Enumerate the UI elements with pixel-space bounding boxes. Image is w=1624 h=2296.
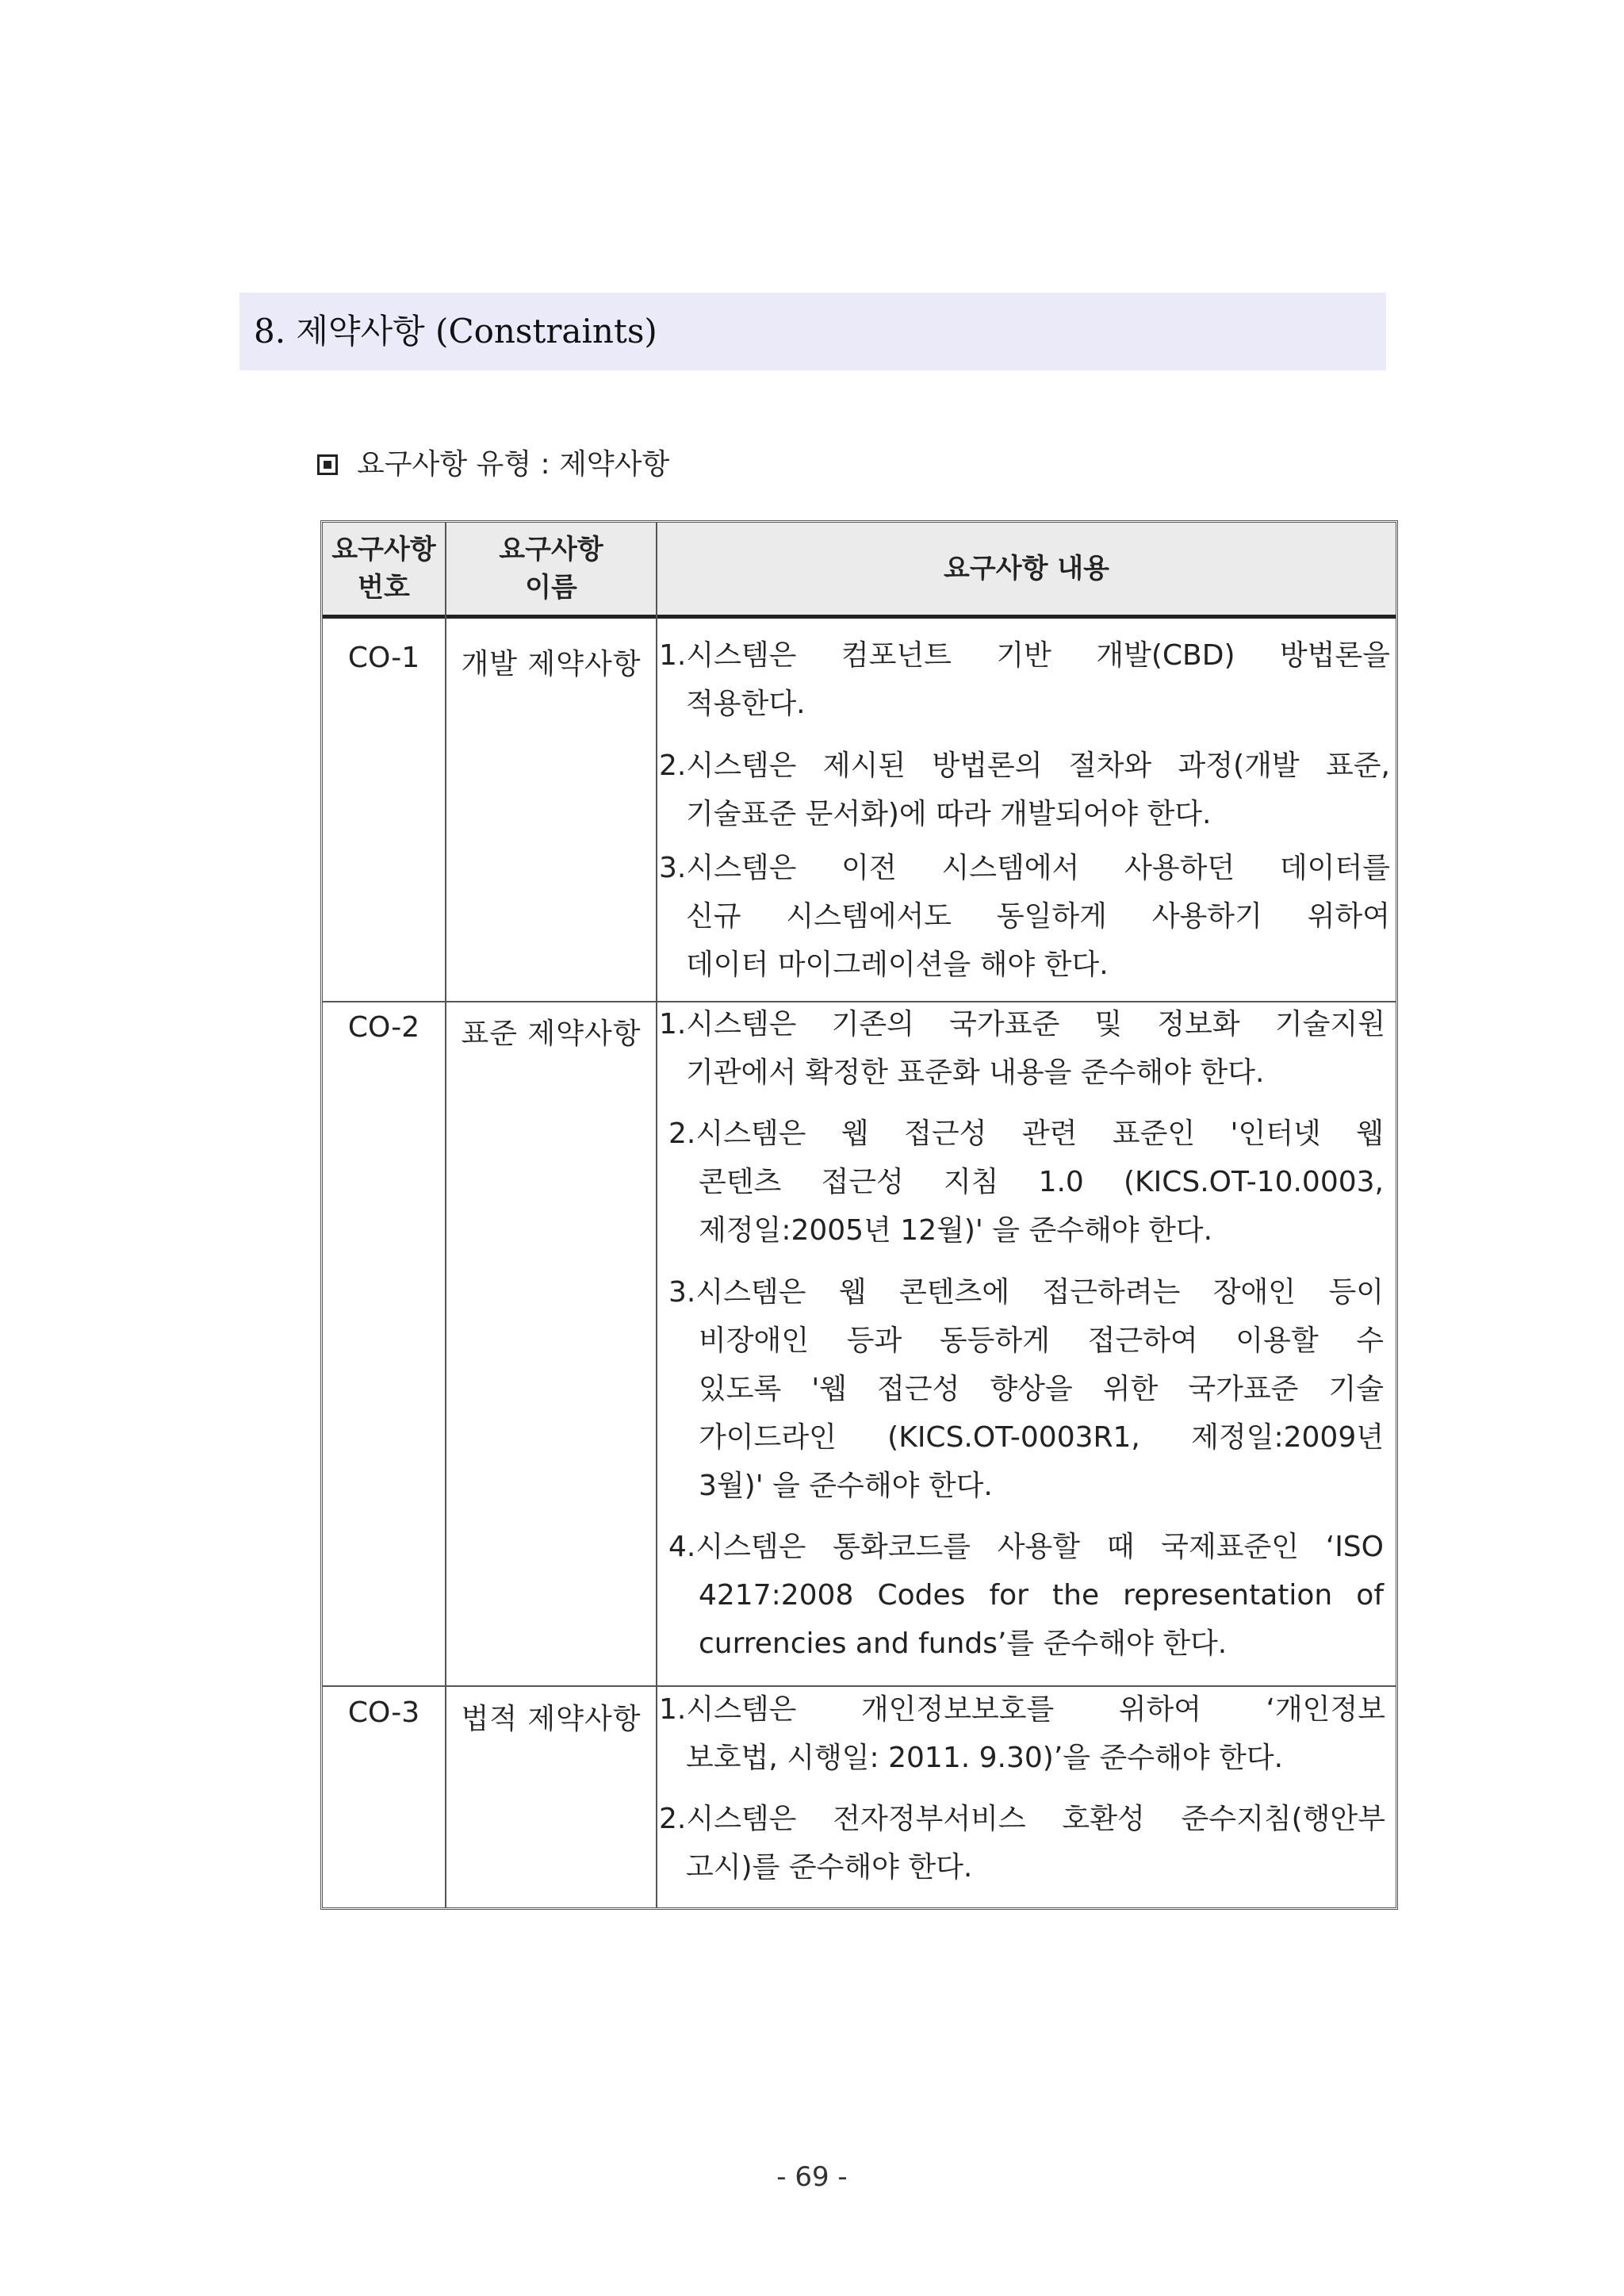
item-line: 고시)를 준수해야 한다. bbox=[686, 1851, 973, 1884]
item-line: 제정일:2005년 12월)' 을 준수해야 한다. bbox=[699, 1214, 1213, 1247]
item-line: 보호법, 시행일: 2011. 9.30)’을 준수해야 한다. bbox=[686, 1742, 1284, 1774]
row-id: CO-3 bbox=[347, 1696, 420, 1729]
column-divider bbox=[656, 523, 657, 1907]
requirement-item bbox=[668, 1110, 1384, 1255]
requirement-type-line bbox=[317, 443, 669, 487]
requirement-item bbox=[659, 742, 1390, 838]
header-name-line2: 이름 bbox=[525, 572, 577, 604]
column-divider bbox=[445, 523, 446, 1907]
item-line: 4.시스템은 통화코드를 사용할 때 국제표준인 ‘ISO bbox=[668, 1531, 1384, 1563]
row-name: 표준 제약사항 bbox=[461, 1018, 642, 1050]
item-line: 신규 시스템에서도 동일하게 사용하기 위하여 bbox=[686, 900, 1390, 933]
requirement-item bbox=[659, 1685, 1385, 1782]
requirements-table bbox=[320, 520, 1398, 1910]
item-line: 1.시스템은 개인정보보호를 위하여 ‘개인정보 bbox=[659, 1693, 1385, 1726]
header-content bbox=[657, 523, 1396, 615]
header-content-label: 요구사항 내용 bbox=[944, 553, 1109, 585]
item-line: 3.시스템은 이전 시스템에서 사용하던 데이터를 bbox=[659, 852, 1390, 884]
requirement-item bbox=[668, 1523, 1384, 1668]
item-line: 데이터 마이그레이션을 해야 한다. bbox=[686, 949, 1109, 981]
section-heading-bar bbox=[239, 293, 1386, 370]
item-line: 4217:2008 Codes for the representation of bbox=[699, 1579, 1384, 1612]
requirement-item bbox=[659, 844, 1390, 989]
item-line: 기관에서 확정한 표준화 내용을 준수해야 한다. bbox=[686, 1056, 1265, 1089]
row-name: 개발 제약사항 bbox=[461, 648, 642, 680]
row-id: CO-1 bbox=[347, 642, 420, 674]
header-name-line1: 요구사항 bbox=[499, 534, 603, 565]
item-line: 1.시스템은 기존의 국가표준 및 정보화 기술지원 bbox=[659, 1008, 1385, 1041]
item-line: 적용한다. bbox=[686, 688, 806, 720]
requirement-item bbox=[659, 1795, 1385, 1892]
header-divider bbox=[323, 615, 1396, 619]
page-number: - 69 - bbox=[776, 2161, 848, 2193]
requirement-type-label: 요구사항 유형 : 제약사항 bbox=[357, 448, 670, 481]
item-line: 2.시스템은 전자정부서비스 호환성 준수지침(행안부 bbox=[659, 1803, 1385, 1835]
header-name bbox=[446, 523, 656, 615]
item-line: 비장애인 등과 동등하게 접근하여 이용할 수 bbox=[699, 1324, 1384, 1357]
header-number-line2: 번호 bbox=[358, 572, 410, 604]
item-line: 콘텐츠 접근성 지침 1.0 (KICS.OT-10.0003, bbox=[699, 1166, 1384, 1198]
square-bullet-icon bbox=[317, 454, 338, 475]
header-number-line1: 요구사항 bbox=[331, 534, 436, 565]
item-line: 있도록 '웹 접근성 향상을 위한 국가표준 기술 bbox=[699, 1373, 1384, 1405]
item-line: 3월)' 을 준수해야 한다. bbox=[699, 1470, 993, 1502]
item-line: 3.시스템은 웹 콘텐츠에 접근하려는 장애인 등이 bbox=[668, 1276, 1384, 1309]
item-line: 2.시스템은 웹 접근성 관련 표준인 '인터넷 웹 bbox=[668, 1117, 1384, 1150]
section-title: 8. 제약사항 (Constraints) bbox=[254, 312, 657, 351]
requirement-item bbox=[659, 631, 1390, 728]
item-line: 2.시스템은 제시된 방법론의 절차와 과정(개발 표준, bbox=[659, 749, 1390, 782]
item-line: 1.시스템은 컴포넌트 기반 개발(CBD) 방법론을 bbox=[659, 639, 1390, 672]
item-line: 가이드라인 (KICS.OT-0003R1, 제정일:2009년 bbox=[699, 1421, 1384, 1454]
row-id: CO-2 bbox=[347, 1011, 420, 1044]
item-line: 기술표준 문서화)에 따라 개발되어야 한다. bbox=[686, 798, 1212, 830]
row-name: 법적 제약사항 bbox=[461, 1703, 642, 1735]
item-line: currencies and funds’를 준수해야 한다. bbox=[699, 1627, 1228, 1660]
header-number bbox=[323, 523, 445, 615]
requirement-item bbox=[668, 1268, 1384, 1510]
requirement-item bbox=[659, 1000, 1385, 1097]
